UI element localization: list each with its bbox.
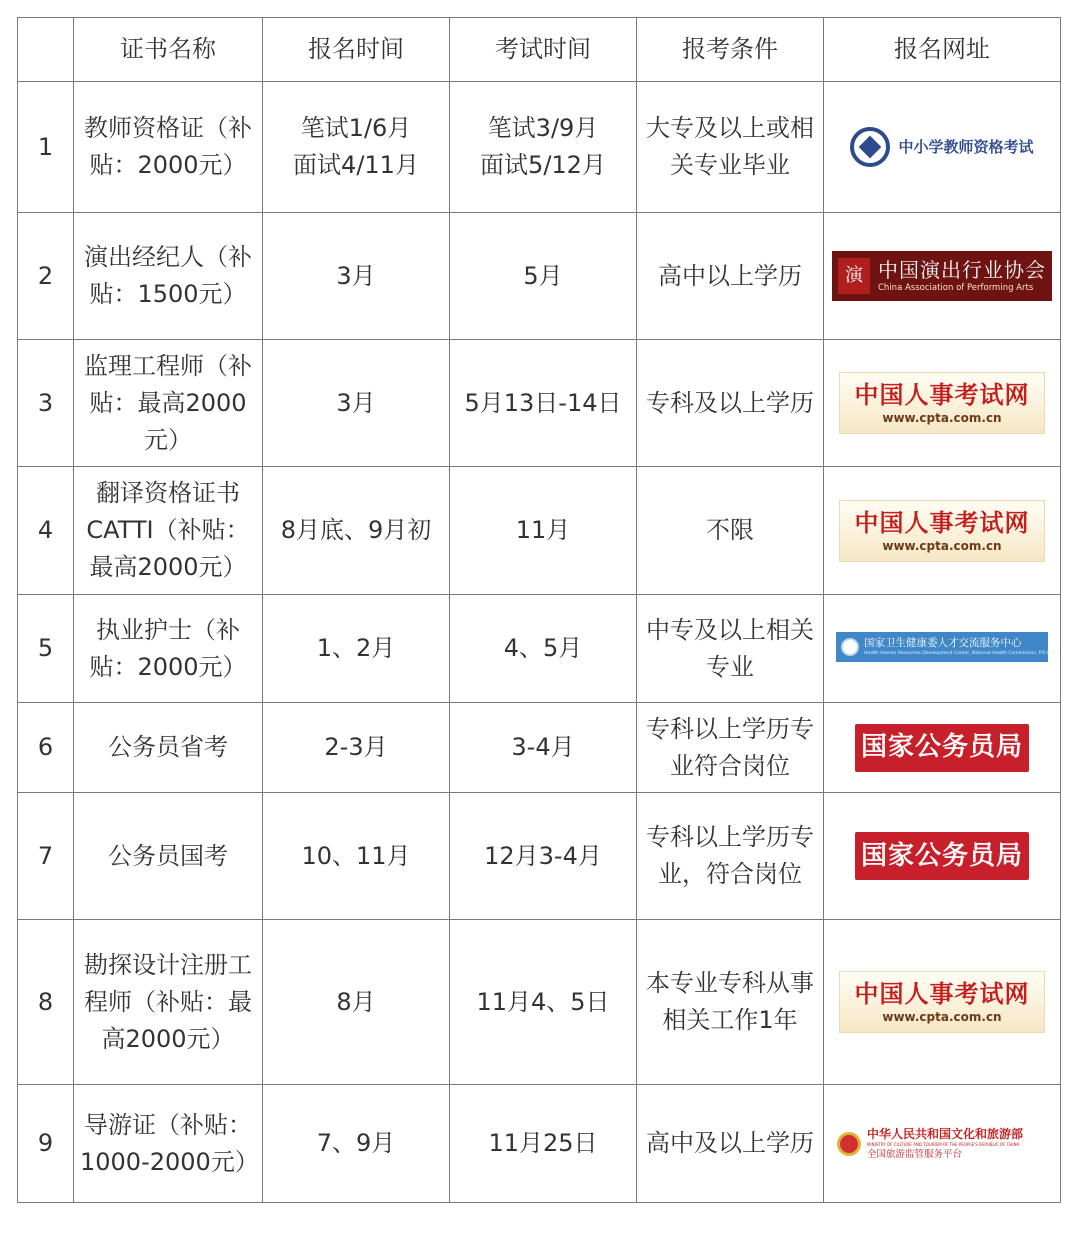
logo-url: www.cpta.com.cn — [882, 411, 1002, 425]
header-number — [18, 18, 74, 82]
logo-subtext: MINISTRY OF CULTURE AND TOURISM OF THE PEOPLE'S REPUBLIC OF CHINA — [867, 1141, 1020, 1147]
exam-time: 5月 — [450, 213, 637, 340]
teacher-exam-emblem-icon — [850, 127, 890, 167]
registration-time: 8月 — [263, 920, 450, 1085]
logo-text: 国家公务员局 — [860, 840, 1023, 871]
logo-text: 中国演出行业协会 — [878, 258, 1046, 282]
registration-site — [824, 793, 1061, 920]
row-number: 4 — [18, 467, 74, 595]
civil-service-bureau-logo[interactable] — [855, 724, 1029, 772]
logo-text-group — [867, 1127, 1023, 1161]
table-row — [18, 1085, 1061, 1203]
cpta-logo[interactable] — [839, 971, 1045, 1033]
header-registration-site: 报名网址 — [824, 18, 1061, 82]
certificate-name: 公务员省考 — [74, 703, 263, 793]
registration-time: 3月 — [263, 340, 450, 467]
cpta-logo[interactable] — [839, 372, 1045, 434]
certificate-table — [17, 17, 1061, 1203]
logo-text-group — [864, 637, 1059, 657]
national-emblem-icon — [837, 1132, 861, 1156]
registration-site — [824, 1085, 1061, 1203]
exam-time: 5月13日-14日 — [450, 340, 637, 467]
registration-site — [824, 920, 1061, 1085]
registration-time: 8月底、9月初 — [263, 467, 450, 595]
requirements: 高中及以上学历 — [637, 1085, 824, 1203]
registration-time: 1、2月 — [263, 595, 450, 703]
nhc-talent-center-logo[interactable] — [836, 632, 1060, 662]
table-row — [18, 703, 1061, 793]
registration-site — [824, 595, 1061, 703]
registration-time: 笔试1/6月 面试4/11月 — [263, 82, 450, 213]
performing-arts-seal-icon: 演 — [838, 258, 870, 294]
registration-time: 2-3月 — [263, 703, 450, 793]
registration-site — [824, 82, 1061, 213]
logo-text: 中小学教师资格考试 — [898, 137, 1034, 156]
header-requirements: 报考条件 — [637, 18, 824, 82]
requirements: 专科以上学历专业，符合岗位 — [637, 793, 824, 920]
table-row — [18, 793, 1061, 920]
exam-time: 笔试3/9月 面试5/12月 — [450, 82, 637, 213]
registration-site — [824, 703, 1061, 793]
row-number: 7 — [18, 793, 74, 920]
certificate-name: 执业护士（补贴：2000元） — [74, 595, 263, 703]
logo-text: 中华人民共和国文化和旅游部 — [867, 1126, 1024, 1141]
logo-text: 中国人事考试网 — [854, 980, 1030, 1008]
logo-subtext: Health Human Resources Development Center, National Health Commission, P.R.China — [864, 651, 1060, 656]
row-number: 3 — [18, 340, 74, 467]
registration-time: 7、9月 — [263, 1085, 450, 1203]
civil-service-bureau-logo[interactable] — [855, 832, 1029, 880]
logo-text: 中国人事考试网 — [854, 508, 1030, 537]
registration-site — [824, 467, 1061, 595]
certificate-name: 演出经纪人（补贴：1500元） — [74, 213, 263, 340]
teacher-exam-logo[interactable] — [842, 120, 1042, 174]
certificate-name: 教师资格证（补贴：2000元） — [74, 82, 263, 213]
exam-time: 11月4、5日 — [450, 920, 637, 1085]
table-row — [18, 82, 1061, 213]
table-row — [18, 595, 1061, 703]
table-row — [18, 340, 1061, 467]
requirements: 高中以上学历 — [637, 213, 824, 340]
registration-site — [824, 213, 1061, 340]
performing-arts-association-logo[interactable] — [832, 251, 1052, 301]
header-exam-time: 考试时间 — [450, 18, 637, 82]
requirements: 专科以上学历专业符合岗位 — [637, 703, 824, 793]
row-number: 9 — [18, 1085, 74, 1203]
certificate-name: 导游证（补贴：1000-2000元） — [74, 1085, 263, 1203]
culture-tourism-ministry-logo[interactable] — [837, 1120, 1047, 1168]
exam-time: 11月25日 — [450, 1085, 637, 1203]
certificate-name: 监理工程师（补贴：最高2000元） — [74, 340, 263, 467]
cpta-logo[interactable] — [839, 500, 1045, 562]
certificate-name: 勘探设计注册工程师（补贴：最高2000元） — [74, 920, 263, 1085]
registration-time: 3月 — [263, 213, 450, 340]
requirements: 专科及以上学历 — [637, 340, 824, 467]
row-number: 2 — [18, 213, 74, 340]
table-row — [18, 213, 1061, 340]
table-row — [18, 920, 1061, 1085]
row-number: 1 — [18, 82, 74, 213]
logo-text-group — [878, 258, 1046, 294]
header-registration-time: 报名时间 — [263, 18, 450, 82]
header-certificate-name: 证书名称 — [74, 18, 263, 82]
logo-platform-text: 全国旅游监管服务平台 — [867, 1148, 963, 1160]
header-row — [18, 18, 1061, 82]
requirements: 本专业专科从事相关工作1年 — [637, 920, 824, 1085]
requirements: 中专及以上相关专业 — [637, 595, 824, 703]
exam-time: 3-4月 — [450, 703, 637, 793]
row-number: 6 — [18, 703, 74, 793]
logo-text: 中国人事考试网 — [854, 381, 1030, 409]
registration-time: 10、11月 — [263, 793, 450, 920]
logo-url: www.cpta.com.cn — [882, 538, 1002, 553]
exam-time: 4、5月 — [450, 595, 637, 703]
exam-time: 11月 — [450, 467, 637, 595]
certificate-name: 翻译资格证书CATTI（补贴：最高2000元） — [74, 467, 263, 595]
requirements: 大专及以上或相关专业毕业 — [637, 82, 824, 213]
row-number: 8 — [18, 920, 74, 1085]
nhc-emblem-icon — [841, 638, 859, 656]
logo-text: 国家卫生健康委人才交流服务中心 — [864, 637, 1022, 649]
exam-time: 12月3-4月 — [450, 793, 637, 920]
logo-subtext: China Association of Performing Arts — [878, 283, 1034, 293]
row-number: 5 — [18, 595, 74, 703]
requirements: 不限 — [637, 467, 824, 595]
certificate-name: 公务员国考 — [74, 793, 263, 920]
table-row — [18, 467, 1061, 595]
logo-url: www.cpta.com.cn — [882, 1010, 1002, 1024]
logo-text: 国家公务员局 — [860, 732, 1023, 762]
registration-site — [824, 340, 1061, 467]
